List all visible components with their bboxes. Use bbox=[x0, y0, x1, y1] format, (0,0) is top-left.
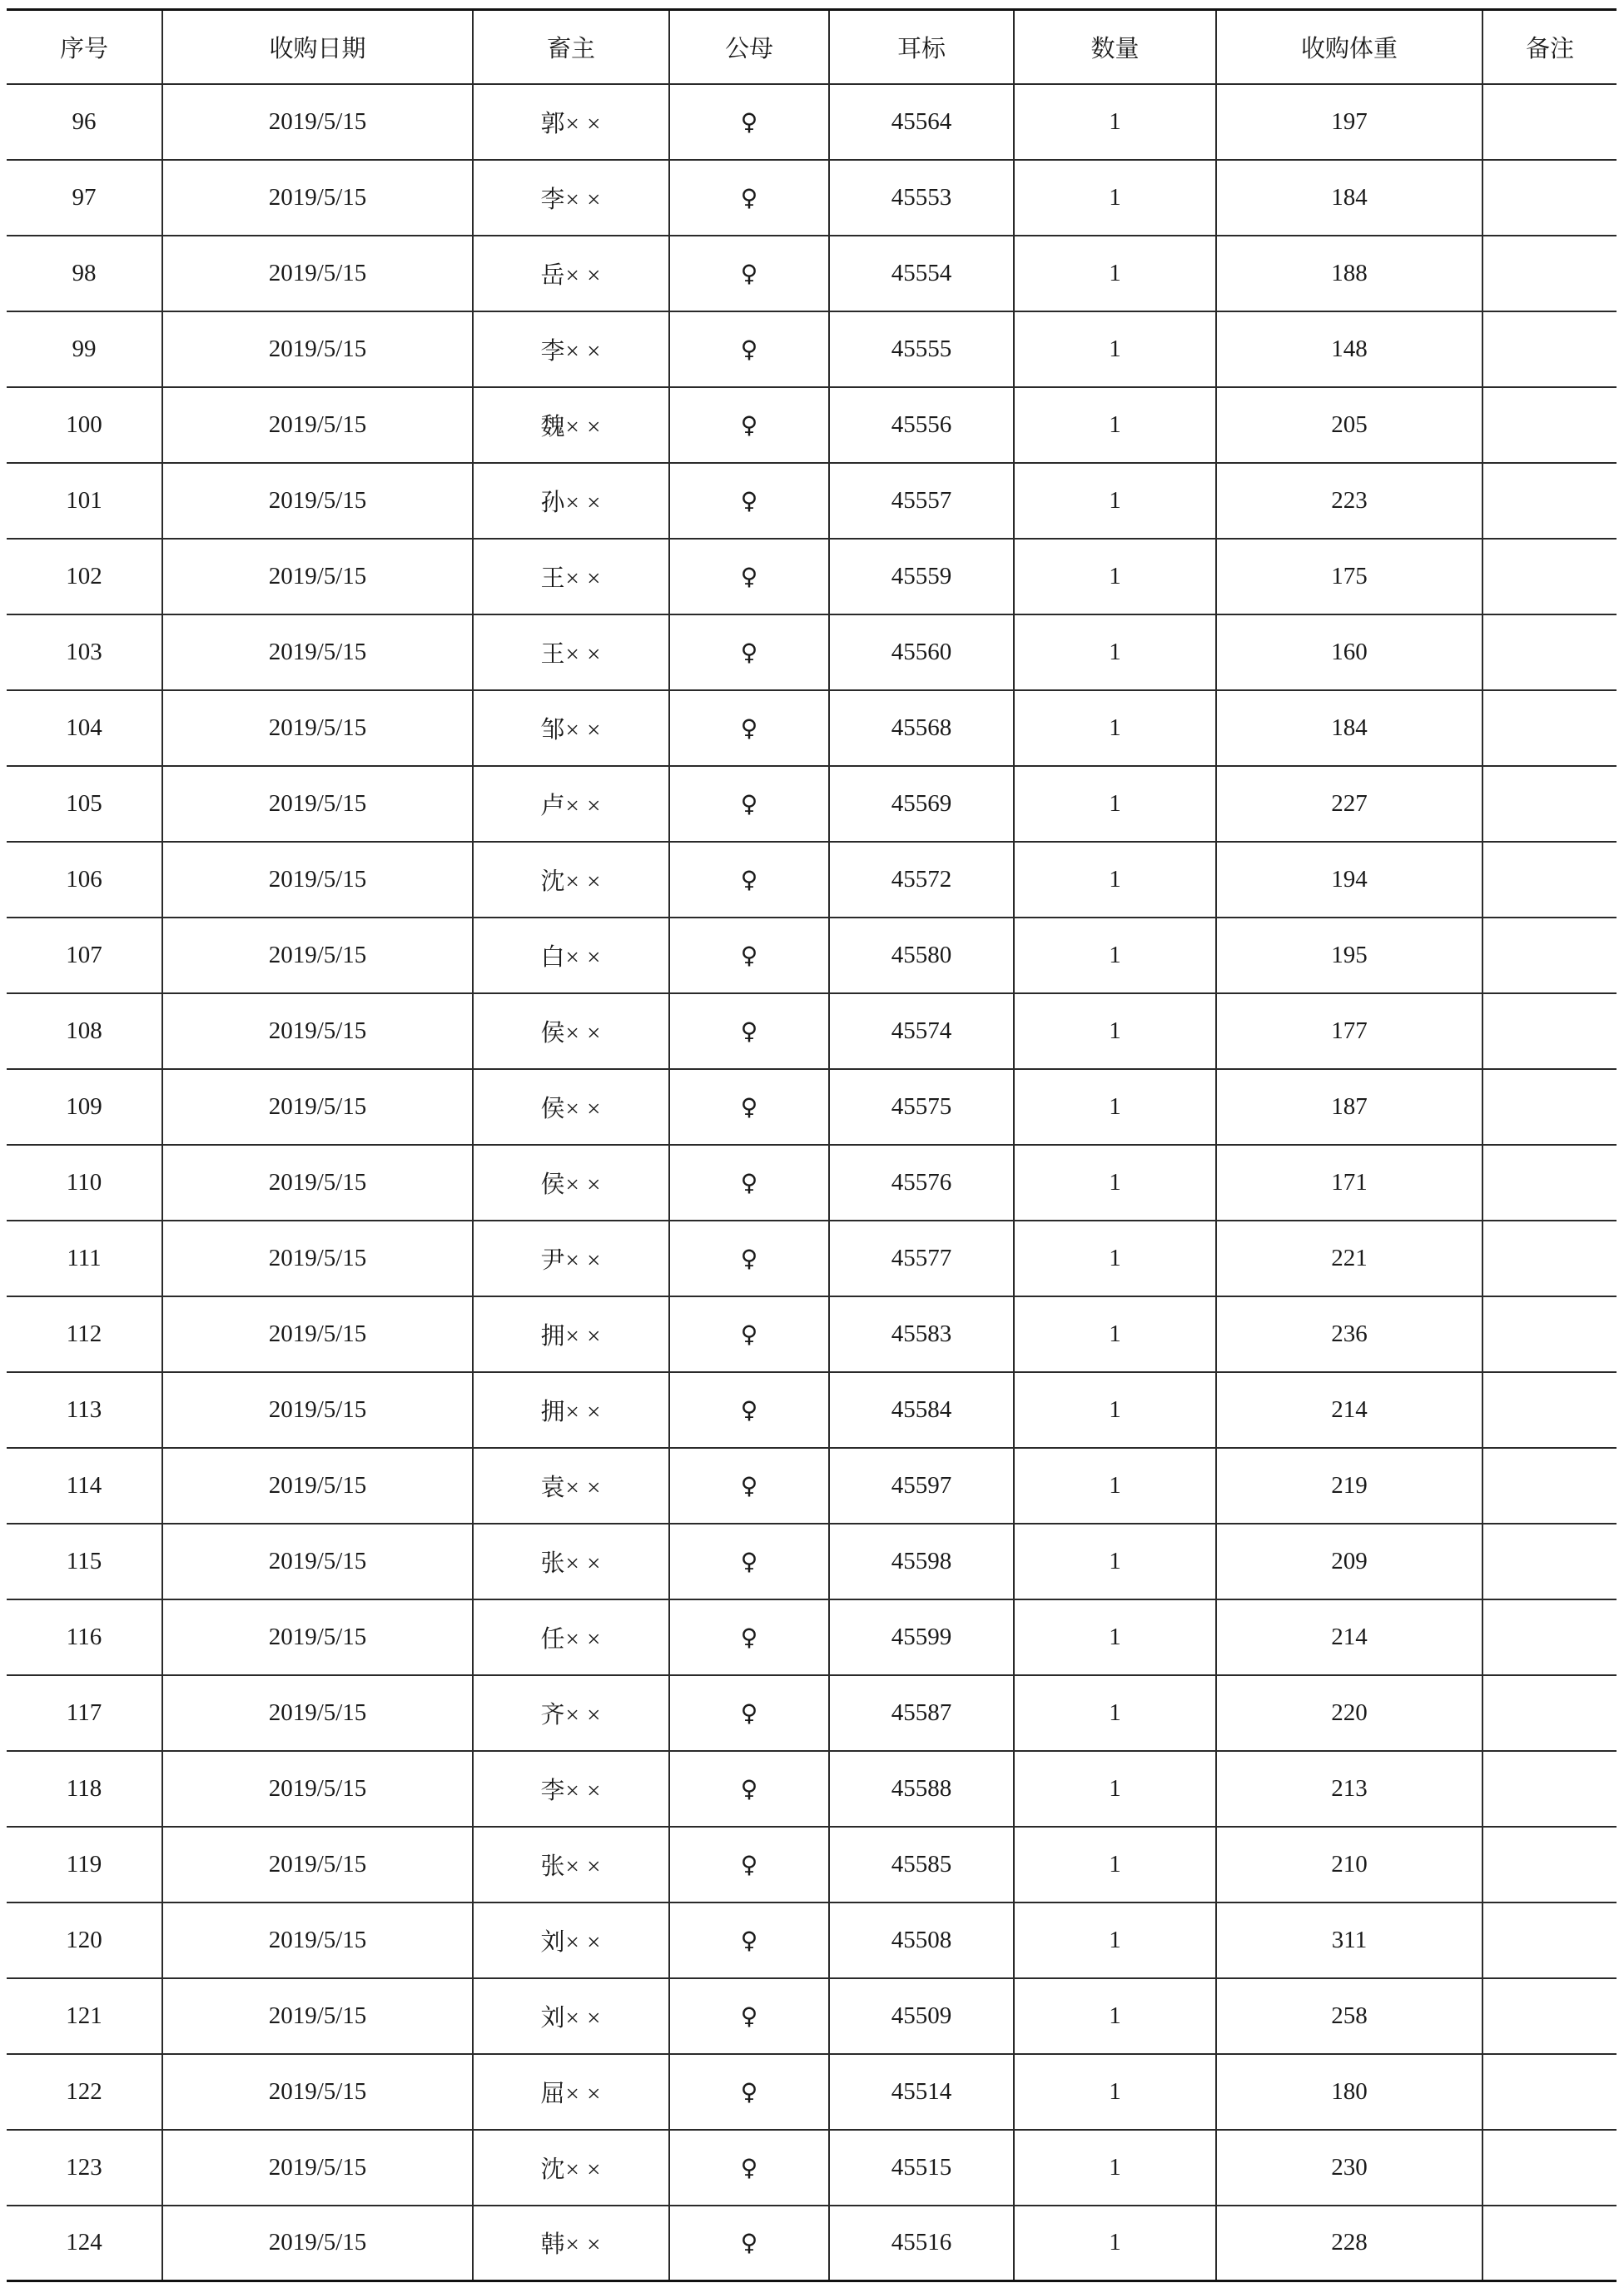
cell-sex: ♀ bbox=[669, 2054, 829, 2130]
cell-owner: 刘× × bbox=[473, 1978, 669, 2054]
table-row bbox=[7, 387, 1617, 463]
cell-purchase-date: 2019/5/15 bbox=[162, 1599, 473, 1675]
cell-ear-tag: 45577 bbox=[829, 1221, 1014, 1296]
cell-purchase-weight: 197 bbox=[1216, 84, 1482, 160]
header-purchase-weight: 收购体重 bbox=[1216, 10, 1482, 84]
cell-owner: 王× × bbox=[473, 614, 669, 690]
cell-remarks bbox=[1482, 1069, 1617, 1145]
cell-sex: ♀ bbox=[669, 1372, 829, 1448]
cell-sex: ♀ bbox=[669, 766, 829, 842]
cell-ear-tag: 45508 bbox=[829, 1902, 1014, 1978]
cell-serial-number: 104 bbox=[7, 690, 162, 766]
cell-remarks bbox=[1482, 1751, 1617, 1827]
cell-ear-tag: 45555 bbox=[829, 311, 1014, 387]
cell-purchase-date: 2019/5/15 bbox=[162, 1827, 473, 1902]
table-row bbox=[7, 1069, 1617, 1145]
cell-remarks bbox=[1482, 918, 1617, 993]
cell-remarks bbox=[1482, 463, 1617, 539]
cell-remarks bbox=[1482, 993, 1617, 1069]
cell-sex: ♀ bbox=[669, 539, 829, 614]
cell-purchase-date: 2019/5/15 bbox=[162, 1145, 473, 1221]
table-row bbox=[7, 1827, 1617, 1902]
cell-purchase-date: 2019/5/15 bbox=[162, 993, 473, 1069]
cell-purchase-weight: 160 bbox=[1216, 614, 1482, 690]
cell-sex: ♀ bbox=[669, 1827, 829, 1902]
cell-purchase-weight: 184 bbox=[1216, 690, 1482, 766]
cell-quantity: 1 bbox=[1014, 160, 1216, 236]
cell-remarks bbox=[1482, 160, 1617, 236]
cell-remarks bbox=[1482, 1827, 1617, 1902]
cell-owner: 张× × bbox=[473, 1524, 669, 1599]
cell-remarks bbox=[1482, 1145, 1617, 1221]
header-ear-tag: 耳标 bbox=[829, 10, 1014, 84]
cell-sex: ♀ bbox=[669, 918, 829, 993]
cell-quantity: 1 bbox=[1014, 993, 1216, 1069]
cell-serial-number: 121 bbox=[7, 1978, 162, 2054]
table-row bbox=[7, 1524, 1617, 1599]
cell-purchase-date: 2019/5/15 bbox=[162, 1296, 473, 1372]
table-row bbox=[7, 1448, 1617, 1524]
cell-purchase-date: 2019/5/15 bbox=[162, 1902, 473, 1978]
cell-remarks bbox=[1482, 1978, 1617, 2054]
table-row bbox=[7, 690, 1617, 766]
cell-purchase-weight: 230 bbox=[1216, 2130, 1482, 2206]
cell-ear-tag: 45572 bbox=[829, 842, 1014, 918]
cell-ear-tag: 45599 bbox=[829, 1599, 1014, 1675]
cell-purchase-weight: 219 bbox=[1216, 1448, 1482, 1524]
table-row bbox=[7, 236, 1617, 311]
cell-purchase-date: 2019/5/15 bbox=[162, 2130, 473, 2206]
cell-remarks bbox=[1482, 311, 1617, 387]
cell-remarks bbox=[1482, 1221, 1617, 1296]
cell-quantity: 1 bbox=[1014, 84, 1216, 160]
cell-owner: 沈× × bbox=[473, 2130, 669, 2206]
cell-purchase-date: 2019/5/15 bbox=[162, 2206, 473, 2281]
cell-remarks bbox=[1482, 539, 1617, 614]
cell-purchase-weight: 311 bbox=[1216, 1902, 1482, 1978]
cell-owner: 拥× × bbox=[473, 1296, 669, 1372]
cell-owner: 邹× × bbox=[473, 690, 669, 766]
cell-purchase-date: 2019/5/15 bbox=[162, 2054, 473, 2130]
cell-quantity: 1 bbox=[1014, 2206, 1216, 2281]
cell-ear-tag: 45514 bbox=[829, 2054, 1014, 2130]
cell-purchase-date: 2019/5/15 bbox=[162, 1751, 473, 1827]
cell-sex: ♀ bbox=[669, 842, 829, 918]
cell-quantity: 1 bbox=[1014, 1524, 1216, 1599]
cell-owner: 卢× × bbox=[473, 766, 669, 842]
cell-quantity: 1 bbox=[1014, 236, 1216, 311]
cell-serial-number: 98 bbox=[7, 236, 162, 311]
cell-sex: ♀ bbox=[669, 1751, 829, 1827]
cell-owner: 拥× × bbox=[473, 1372, 669, 1448]
cell-quantity: 1 bbox=[1014, 1751, 1216, 1827]
cell-serial-number: 113 bbox=[7, 1372, 162, 1448]
cell-serial-number: 108 bbox=[7, 993, 162, 1069]
cell-purchase-weight: 223 bbox=[1216, 463, 1482, 539]
header-owner: 畜主 bbox=[473, 10, 669, 84]
cell-quantity: 1 bbox=[1014, 1599, 1216, 1675]
cell-remarks bbox=[1482, 766, 1617, 842]
cell-serial-number: 120 bbox=[7, 1902, 162, 1978]
cell-owner: 李× × bbox=[473, 160, 669, 236]
cell-purchase-weight: 227 bbox=[1216, 766, 1482, 842]
cell-remarks bbox=[1482, 1902, 1617, 1978]
cell-ear-tag: 45553 bbox=[829, 160, 1014, 236]
cell-sex: ♀ bbox=[669, 160, 829, 236]
cell-sex: ♀ bbox=[669, 1448, 829, 1524]
cell-purchase-date: 2019/5/15 bbox=[162, 236, 473, 311]
cell-purchase-date: 2019/5/15 bbox=[162, 918, 473, 993]
cell-owner: 任× × bbox=[473, 1599, 669, 1675]
cell-purchase-weight: 220 bbox=[1216, 1675, 1482, 1751]
cell-serial-number: 123 bbox=[7, 2130, 162, 2206]
cell-sex: ♀ bbox=[669, 463, 829, 539]
cell-serial-number: 117 bbox=[7, 1675, 162, 1751]
cell-quantity: 1 bbox=[1014, 1902, 1216, 1978]
table-row bbox=[7, 1296, 1617, 1372]
cell-purchase-date: 2019/5/15 bbox=[162, 1524, 473, 1599]
cell-remarks bbox=[1482, 1599, 1617, 1675]
cell-ear-tag: 45554 bbox=[829, 236, 1014, 311]
cell-owner: 袁× × bbox=[473, 1448, 669, 1524]
cell-quantity: 1 bbox=[1014, 2130, 1216, 2206]
header-purchase-date: 收购日期 bbox=[162, 10, 473, 84]
table-row bbox=[7, 84, 1617, 160]
header-quantity: 数量 bbox=[1014, 10, 1216, 84]
cell-sex: ♀ bbox=[669, 1221, 829, 1296]
header-row bbox=[7, 10, 1617, 84]
cell-owner: 韩× × bbox=[473, 2206, 669, 2281]
cell-owner: 侯× × bbox=[473, 1069, 669, 1145]
cell-quantity: 1 bbox=[1014, 539, 1216, 614]
cell-quantity: 1 bbox=[1014, 918, 1216, 993]
cell-owner: 沈× × bbox=[473, 842, 669, 918]
cell-owner: 魏× × bbox=[473, 387, 669, 463]
cell-purchase-weight: 228 bbox=[1216, 2206, 1482, 2281]
cell-purchase-weight: 210 bbox=[1216, 1827, 1482, 1902]
table-row bbox=[7, 1372, 1617, 1448]
cell-serial-number: 97 bbox=[7, 160, 162, 236]
cell-purchase-date: 2019/5/15 bbox=[162, 1978, 473, 2054]
cell-ear-tag: 45557 bbox=[829, 463, 1014, 539]
cell-quantity: 1 bbox=[1014, 1296, 1216, 1372]
cell-ear-tag: 45559 bbox=[829, 539, 1014, 614]
cell-purchase-date: 2019/5/15 bbox=[162, 463, 473, 539]
cell-owner: 刘× × bbox=[473, 1902, 669, 1978]
cell-ear-tag: 45509 bbox=[829, 1978, 1014, 2054]
cell-remarks bbox=[1482, 2130, 1617, 2206]
cell-sex: ♀ bbox=[669, 1296, 829, 1372]
cell-purchase-weight: 214 bbox=[1216, 1372, 1482, 1448]
cell-purchase-weight: 175 bbox=[1216, 539, 1482, 614]
cell-purchase-weight: 194 bbox=[1216, 842, 1482, 918]
cell-owner: 侯× × bbox=[473, 993, 669, 1069]
cell-purchase-date: 2019/5/15 bbox=[162, 842, 473, 918]
cell-ear-tag: 45556 bbox=[829, 387, 1014, 463]
cell-remarks bbox=[1482, 1524, 1617, 1599]
cell-purchase-date: 2019/5/15 bbox=[162, 1448, 473, 1524]
cell-serial-number: 124 bbox=[7, 2206, 162, 2281]
cell-ear-tag: 45588 bbox=[829, 1751, 1014, 1827]
cell-ear-tag: 45580 bbox=[829, 918, 1014, 993]
table-row bbox=[7, 993, 1617, 1069]
cell-purchase-date: 2019/5/15 bbox=[162, 539, 473, 614]
cell-purchase-date: 2019/5/15 bbox=[162, 1069, 473, 1145]
cell-sex: ♀ bbox=[669, 614, 829, 690]
cell-ear-tag: 45568 bbox=[829, 690, 1014, 766]
cell-owner: 侯× × bbox=[473, 1145, 669, 1221]
cell-ear-tag: 45585 bbox=[829, 1827, 1014, 1902]
cell-sex: ♀ bbox=[669, 2206, 829, 2281]
table-row bbox=[7, 2130, 1617, 2206]
cell-owner: 齐× × bbox=[473, 1675, 669, 1751]
cell-purchase-weight: 171 bbox=[1216, 1145, 1482, 1221]
cell-quantity: 1 bbox=[1014, 1448, 1216, 1524]
cell-sex: ♀ bbox=[669, 1902, 829, 1978]
cell-remarks bbox=[1482, 2206, 1617, 2281]
table-row bbox=[7, 1145, 1617, 1221]
cell-quantity: 1 bbox=[1014, 1827, 1216, 1902]
cell-purchase-weight: 180 bbox=[1216, 2054, 1482, 2130]
cell-purchase-date: 2019/5/15 bbox=[162, 1675, 473, 1751]
cell-remarks bbox=[1482, 842, 1617, 918]
header-remarks: 备注 bbox=[1482, 10, 1617, 84]
cell-quantity: 1 bbox=[1014, 1145, 1216, 1221]
cell-purchase-date: 2019/5/15 bbox=[162, 160, 473, 236]
cell-owner: 王× × bbox=[473, 539, 669, 614]
cell-quantity: 1 bbox=[1014, 1675, 1216, 1751]
cell-purchase-date: 2019/5/15 bbox=[162, 1372, 473, 1448]
cell-quantity: 1 bbox=[1014, 766, 1216, 842]
cell-sex: ♀ bbox=[669, 84, 829, 160]
table-row bbox=[7, 1599, 1617, 1675]
cell-purchase-date: 2019/5/15 bbox=[162, 690, 473, 766]
cell-quantity: 1 bbox=[1014, 842, 1216, 918]
cell-ear-tag: 45560 bbox=[829, 614, 1014, 690]
cell-serial-number: 122 bbox=[7, 2054, 162, 2130]
cell-serial-number: 111 bbox=[7, 1221, 162, 1296]
cell-ear-tag: 45587 bbox=[829, 1675, 1014, 1751]
cell-sex: ♀ bbox=[669, 1524, 829, 1599]
header-sex: 公母 bbox=[669, 10, 829, 84]
cell-serial-number: 112 bbox=[7, 1296, 162, 1372]
table-row bbox=[7, 160, 1617, 236]
cell-sex: ♀ bbox=[669, 1675, 829, 1751]
cell-serial-number: 105 bbox=[7, 766, 162, 842]
cell-serial-number: 114 bbox=[7, 1448, 162, 1524]
cell-purchase-date: 2019/5/15 bbox=[162, 84, 473, 160]
cell-serial-number: 107 bbox=[7, 918, 162, 993]
cell-owner: 白× × bbox=[473, 918, 669, 993]
cell-ear-tag: 45584 bbox=[829, 1372, 1014, 1448]
cell-serial-number: 116 bbox=[7, 1599, 162, 1675]
cell-purchase-date: 2019/5/15 bbox=[162, 614, 473, 690]
cell-serial-number: 96 bbox=[7, 84, 162, 160]
cell-purchase-weight: 188 bbox=[1216, 236, 1482, 311]
table-row bbox=[7, 766, 1617, 842]
cell-serial-number: 106 bbox=[7, 842, 162, 918]
table-row bbox=[7, 1978, 1617, 2054]
table-body bbox=[7, 84, 1617, 2281]
cell-ear-tag: 45598 bbox=[829, 1524, 1014, 1599]
cell-purchase-weight: 236 bbox=[1216, 1296, 1482, 1372]
livestock-purchase-table bbox=[7, 8, 1617, 2282]
cell-owner: 孙× × bbox=[473, 463, 669, 539]
cell-quantity: 1 bbox=[1014, 311, 1216, 387]
cell-quantity: 1 bbox=[1014, 1069, 1216, 1145]
cell-ear-tag: 45516 bbox=[829, 2206, 1014, 2281]
cell-sex: ♀ bbox=[669, 387, 829, 463]
cell-purchase-weight: 195 bbox=[1216, 918, 1482, 993]
cell-remarks bbox=[1482, 614, 1617, 690]
table-header bbox=[7, 10, 1617, 84]
cell-remarks bbox=[1482, 236, 1617, 311]
table-row bbox=[7, 614, 1617, 690]
cell-purchase-weight: 205 bbox=[1216, 387, 1482, 463]
cell-quantity: 1 bbox=[1014, 463, 1216, 539]
cell-purchase-weight: 214 bbox=[1216, 1599, 1482, 1675]
cell-remarks bbox=[1482, 1448, 1617, 1524]
cell-purchase-weight: 148 bbox=[1216, 311, 1482, 387]
cell-ear-tag: 45515 bbox=[829, 2130, 1014, 2206]
cell-owner: 李× × bbox=[473, 311, 669, 387]
cell-sex: ♀ bbox=[669, 2130, 829, 2206]
cell-serial-number: 102 bbox=[7, 539, 162, 614]
cell-purchase-weight: 184 bbox=[1216, 160, 1482, 236]
cell-owner: 李× × bbox=[473, 1751, 669, 1827]
cell-purchase-weight: 213 bbox=[1216, 1751, 1482, 1827]
cell-ear-tag: 45575 bbox=[829, 1069, 1014, 1145]
cell-serial-number: 99 bbox=[7, 311, 162, 387]
cell-quantity: 1 bbox=[1014, 690, 1216, 766]
cell-serial-number: 103 bbox=[7, 614, 162, 690]
cell-quantity: 1 bbox=[1014, 614, 1216, 690]
cell-quantity: 1 bbox=[1014, 1372, 1216, 1448]
cell-sex: ♀ bbox=[669, 690, 829, 766]
cell-remarks bbox=[1482, 1372, 1617, 1448]
cell-ear-tag: 45569 bbox=[829, 766, 1014, 842]
cell-serial-number: 109 bbox=[7, 1069, 162, 1145]
cell-serial-number: 119 bbox=[7, 1827, 162, 1902]
cell-serial-number: 101 bbox=[7, 463, 162, 539]
cell-purchase-date: 2019/5/15 bbox=[162, 387, 473, 463]
cell-serial-number: 115 bbox=[7, 1524, 162, 1599]
cell-purchase-date: 2019/5/15 bbox=[162, 311, 473, 387]
cell-purchase-weight: 258 bbox=[1216, 1978, 1482, 2054]
header-serial-number: 序号 bbox=[7, 10, 162, 84]
table-row bbox=[7, 539, 1617, 614]
purchase-table-wrapper bbox=[7, 8, 1617, 2282]
cell-sex: ♀ bbox=[669, 311, 829, 387]
cell-remarks bbox=[1482, 84, 1617, 160]
cell-purchase-weight: 221 bbox=[1216, 1221, 1482, 1296]
cell-remarks bbox=[1482, 1675, 1617, 1751]
cell-owner: 岳× × bbox=[473, 236, 669, 311]
cell-purchase-weight: 187 bbox=[1216, 1069, 1482, 1145]
cell-sex: ♀ bbox=[669, 1599, 829, 1675]
cell-purchase-date: 2019/5/15 bbox=[162, 1221, 473, 1296]
cell-remarks bbox=[1482, 2054, 1617, 2130]
cell-sex: ♀ bbox=[669, 1145, 829, 1221]
cell-sex: ♀ bbox=[669, 1069, 829, 1145]
cell-purchase-date: 2019/5/15 bbox=[162, 766, 473, 842]
cell-owner: 张× × bbox=[473, 1827, 669, 1902]
table-row bbox=[7, 2206, 1617, 2281]
cell-purchase-weight: 177 bbox=[1216, 993, 1482, 1069]
cell-ear-tag: 45597 bbox=[829, 1448, 1014, 1524]
cell-ear-tag: 45574 bbox=[829, 993, 1014, 1069]
cell-sex: ♀ bbox=[669, 236, 829, 311]
cell-quantity: 1 bbox=[1014, 1978, 1216, 2054]
cell-quantity: 1 bbox=[1014, 1221, 1216, 1296]
cell-sex: ♀ bbox=[669, 1978, 829, 2054]
cell-ear-tag: 45583 bbox=[829, 1296, 1014, 1372]
table-row bbox=[7, 311, 1617, 387]
cell-serial-number: 100 bbox=[7, 387, 162, 463]
cell-serial-number: 118 bbox=[7, 1751, 162, 1827]
table-row bbox=[7, 1675, 1617, 1751]
cell-quantity: 1 bbox=[1014, 2054, 1216, 2130]
table-row bbox=[7, 1221, 1617, 1296]
cell-quantity: 1 bbox=[1014, 387, 1216, 463]
cell-owner: 屈× × bbox=[473, 2054, 669, 2130]
table-row bbox=[7, 463, 1617, 539]
table-row bbox=[7, 1902, 1617, 1978]
cell-sex: ♀ bbox=[669, 993, 829, 1069]
cell-ear-tag: 45576 bbox=[829, 1145, 1014, 1221]
cell-remarks bbox=[1482, 387, 1617, 463]
table-row bbox=[7, 842, 1617, 918]
cell-purchase-weight: 209 bbox=[1216, 1524, 1482, 1599]
table-row bbox=[7, 918, 1617, 993]
table-row bbox=[7, 1751, 1617, 1827]
cell-remarks bbox=[1482, 1296, 1617, 1372]
cell-owner: 郭× × bbox=[473, 84, 669, 160]
table-row bbox=[7, 2054, 1617, 2130]
cell-serial-number: 110 bbox=[7, 1145, 162, 1221]
cell-remarks bbox=[1482, 690, 1617, 766]
cell-owner: 尹× × bbox=[473, 1221, 669, 1296]
cell-ear-tag: 45564 bbox=[829, 84, 1014, 160]
